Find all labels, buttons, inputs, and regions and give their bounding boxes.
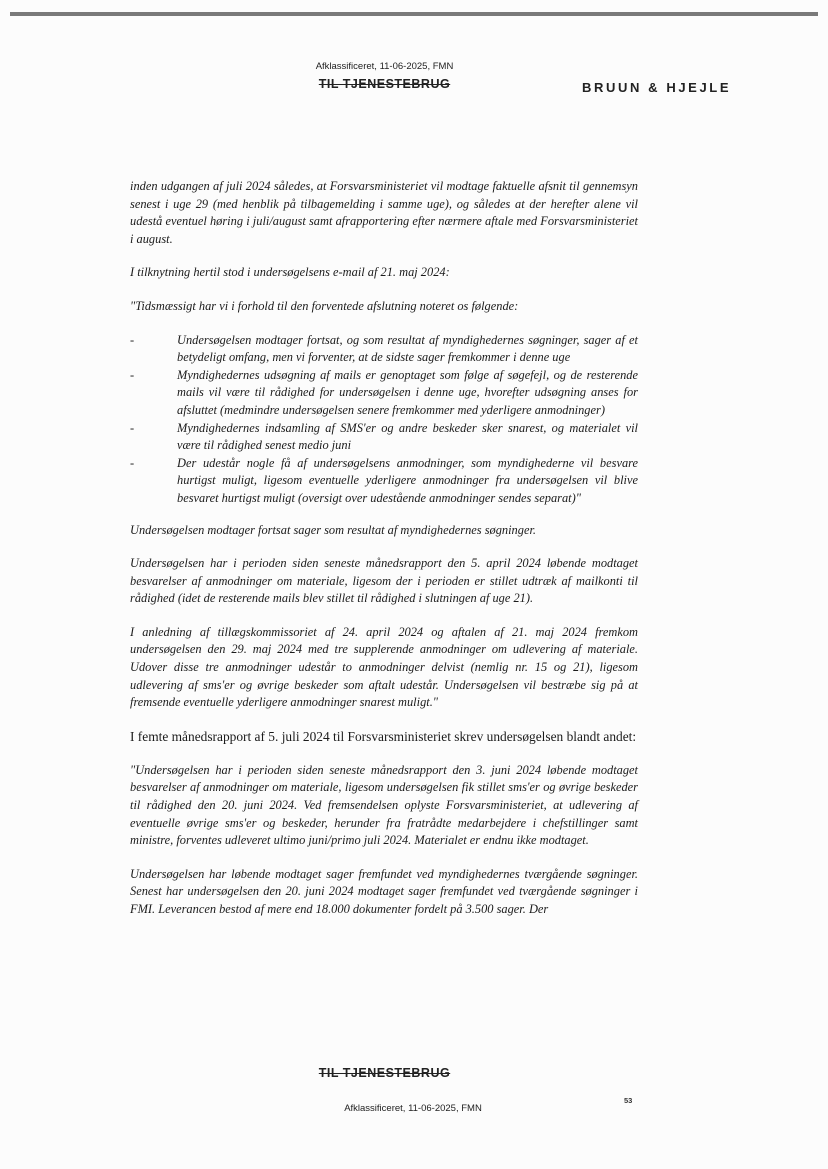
paragraph-7: I femte månedsrapport af 5. juli 2024 til Forsvarsministeriet skrev undersøgelsen blandt andet: <box>130 728 637 744</box>
bullet-list <box>130 332 638 508</box>
paragraph-9: Undersøgelsen har løbende modtaget sager fremfundet ved myndighedernes tværgående søgninger. Senest har undersøgelsen den 20. juni 2024 modtaget sager fremfundet ved tværgående søgninger i FMI. Leverancen bestod af mere end 18.000 dokumenter fordelt på 3.500 sager. Der <box>130 866 638 916</box>
list-item: - Undersøgelsen modtager fortsat, og som resultat af myndighedernes søgninger, sager af et betydeligt omfang, men vi forventer, at de sidste sager fremkommer i denne uge <box>130 332 638 367</box>
scan-top-border <box>10 12 818 16</box>
paragraph-6: I anledning af tillægskommissoriet af 24. april 2024 og aftalen af 21. maj 2024 fremkom undersøgelsen den 29. maj 2024 med tre supplerende anmodninger om udlevering af materiale. Udover disse tre anmodninger udestår to anmodninger delvist (nemlig nr. 15 og 21), ligesom udlevering af sms'er og øvrige beskeder som aftalt udestår. Undersøgelsen vil bestræbe sig på at fremsende eventuelle yderligere anmodninger snarest muligt." <box>130 624 638 710</box>
paragraph-5: Undersøgelsen har i perioden siden seneste månedsrapport den 5. april 2024 løbende modtaget besvarelser af anmodninger om materiale, ligesom der i perioden er stillet udtræk af mailkonti til rådighed (idet de resterende mails blev stillet til rådighed i slutningen af uge 21). <box>130 556 638 606</box>
brand-logo: BRUUN & HJEJLE <box>582 80 732 95</box>
header-classification: Afklassificeret, 11-06-2025, FMN <box>315 61 454 72</box>
quote-intro: "Tidsmæssigt har vi i forhold til den forventede afslutning noteret os følgende: <box>130 298 519 313</box>
page-number: 53 <box>624 1096 633 1105</box>
header-marking: TIL TJENESTEBRUG <box>318 77 451 91</box>
list-item: - Myndighedernes indsamling af SMS'er og andre beskeder sker snarest, og materialet vil være til rådighed senest medio juni <box>130 420 638 455</box>
body-text <box>130 178 638 935</box>
footer-marking: TIL TJENESTEBRUG <box>318 1066 451 1080</box>
footer-classification: Afklassificeret, 11-06-2025, FMN <box>344 1103 482 1114</box>
paragraph-2: I tilknytning hertil stod i undersøgelsens e-mail af 21. maj 2024: <box>130 265 450 280</box>
list-item: - Der udestår nogle få af undersøgelsens anmodninger, som myndighederne vil besvare hurtigst muligt, ligesom eventuelle yderligere anmodninger fra undersøgelsen vil blive besvaret hurtigst muligt (oversigt over udestående anmodninger sendes separat)" <box>130 455 638 508</box>
paragraph-1: inden udgangen af juli 2024 således, at Forsvarsministeriet vil modtage faktuelle afsnit til gennemsyn senest i uge 29 (med henblik på tilbagemelding i samme uge), og således at der herefter alene vil udestå eventuel høring i juli/august samt afrapportering efter nærmere aftale med Forsvarsministeriet i august. <box>130 179 638 246</box>
paragraph-8: "Undersøgelsen har i perioden siden seneste månedsrapport den 3. juni 2024 løbende modtaget besvarelser af anmodninger om materiale, ligesom undersøgelsen fik stillet sms'er og øvrige beskeder til rådighed den 20. juni 2024. Ved fremsendelsen oplyste Forsvarsministeriet, at udlevering af eventuelle øvrige sms'er og beskeder, herunder fra fratrådte medarbejdere i chefstillinger samt ministre, forventes udleveret ultimo juni/primo juli 2024. Materialet er endnu ikke modtaget. <box>130 762 638 848</box>
paragraph-4: Undersøgelsen modtager fortsat sager som resultat af myndighedernes søgninger. <box>130 522 536 537</box>
list-item: - Myndighedernes udsøgning af mails er genoptaget som følge af søgefejl, og de resterende mails vil være til rådighed for undersøgelsen i denne uge, hvorefter udsøgning anses for afsluttet (medmindre undersøgelsen senere fremkommer med yderligere anmodninger) <box>130 367 638 420</box>
